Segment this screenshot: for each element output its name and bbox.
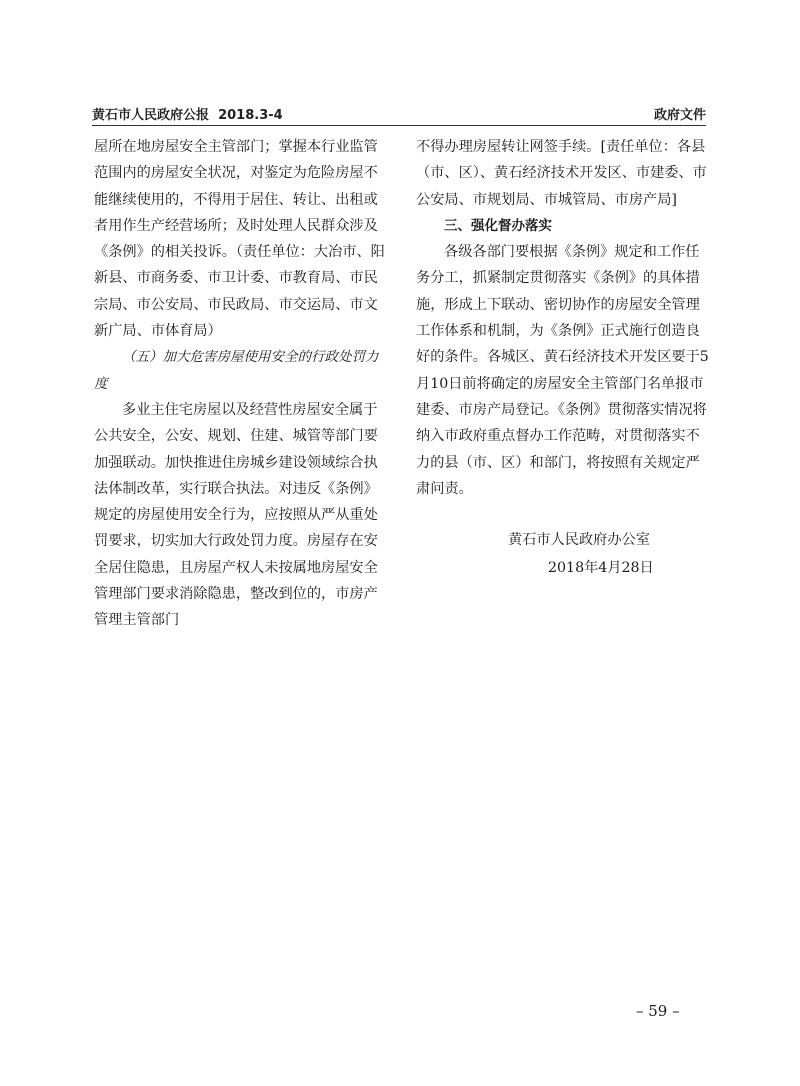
left-column	[94, 134, 390, 634]
signature-office: 黄石市人民政府办公室	[508, 532, 650, 549]
running-header	[92, 104, 706, 124]
header-journal	[92, 104, 283, 123]
header-divider	[92, 125, 706, 126]
signature-date: 2018年4月28日	[548, 560, 654, 577]
section-heading: 三、强化督办落实	[444, 217, 552, 234]
section-subtitle: （五）加大危害房屋使用安全的行政处罚力度	[94, 349, 379, 392]
signature-block	[416, 526, 712, 582]
header-category: 政府文件	[653, 108, 706, 123]
body-paragraph: 不得办理房屋转让网签手续。[责任单位：各县（市、区）、黄石经济技术开发区、市建委、市公安局、市规划局、市城管局、市房产局]	[416, 139, 707, 208]
journal-title: 黄石市人民政府公报	[92, 108, 210, 123]
body-paragraph: 多业主住宅房屋以及经营性房屋安全属于公共安全，公安、规划、住建、城管等部门要加强联动。加快推进住房城乡建设领域综合执法体制改革，实行联合执法。对违反《条例》规定的房屋使用安全行为，应按照从严从重处罚要求，切实加大行政处罚力度。房屋存在安全居住隐患，且房屋产权人未按属地房屋安全管理部门要求消除隐患，整改到位的，市房产管理主管部门	[94, 401, 378, 629]
issue-number: 2018.3-4	[218, 108, 283, 123]
right-column	[416, 134, 712, 582]
body-paragraph: 各级各部门要根据《条例》规定和工作任务分工，抓紧制定贯彻落实《条例》的具体措施，形成上下联动、密切协作的房屋安全管理工作体系和机制，为《条例》正式施行创造良好的条件。各城区、黄石经济技术开发区要于5月10日前将确定的房屋安全主管部门名单报市建委、市房产局登记。《条例》贯彻落实情况将纳入市政府重点督办工作范畴，对贯彻落实不力的县（市、区）和部门，将按照有关规定严肃问责。	[416, 244, 709, 497]
body-paragraph: 屋所在地房屋安全主管部门；掌握本行业监管范围内的房屋安全状况，对鉴定为危险房屋不能继续使用的，不得用于居住、转让、出租或者用作生产经营场所；及时处理人民群众涉及《条例》的相关投诉。（责任单位：大冶市、阳新县、市商务委、市卫计委、市教育局、市民宗局、市公安局、市民政局、市交运局、市文新广局、市体育局）	[94, 139, 385, 340]
page-number: – 59 –	[636, 1002, 680, 1020]
